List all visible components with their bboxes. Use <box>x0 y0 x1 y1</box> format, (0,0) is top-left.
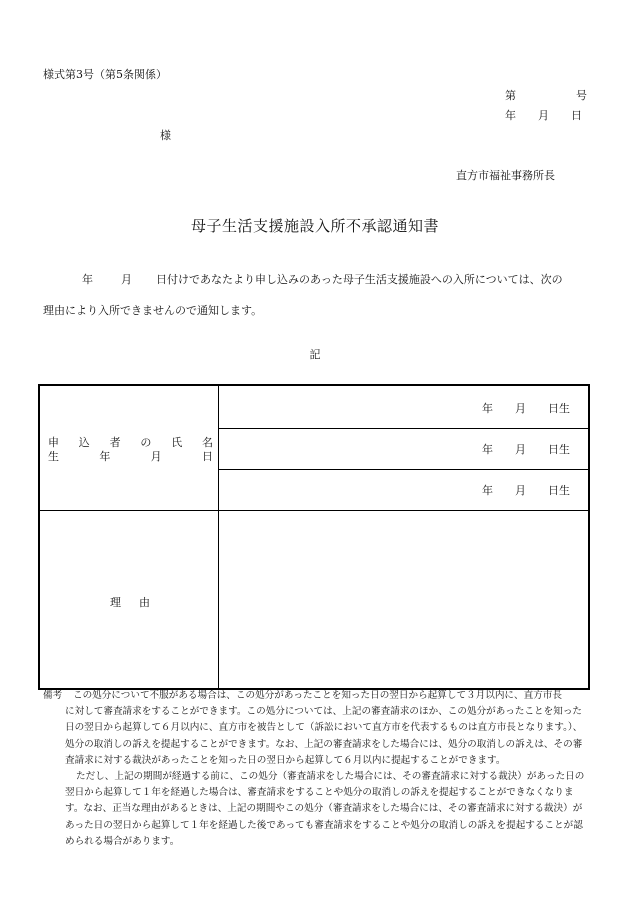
document-title: 母子生活支援施設入所不承認通知書 <box>190 217 439 235</box>
label-char: 名 <box>201 436 213 449</box>
date-year: 年 <box>505 109 516 122</box>
date-day: 日 <box>571 109 582 122</box>
birth-month: 月 <box>515 402 526 415</box>
birth-year: 年 <box>482 484 493 497</box>
label-char: 氏 <box>171 436 183 449</box>
birthdate-row <box>482 482 570 498</box>
birthdate-row <box>482 400 570 416</box>
issuer: 直方市福祉事務所長 <box>456 169 555 182</box>
label-char: 日 <box>201 450 213 463</box>
label-char: 生 <box>48 450 59 463</box>
applicant-label-line2 <box>48 450 213 464</box>
label-char: の <box>140 436 152 449</box>
birth-month: 月 <box>515 443 526 456</box>
reason-label: 理由 <box>110 596 168 609</box>
birth-year: 年 <box>482 443 493 456</box>
body-month: 月 <box>121 273 132 286</box>
birth-month: 月 <box>515 484 526 497</box>
date-month: 月 <box>538 109 549 122</box>
remarks-para1-line1: この処分について不服がある場合は、この処分があったことを知った日の翌日から起算して３月以内に、直方市長 <box>73 690 562 701</box>
birth-day: 日生 <box>548 443 570 456</box>
body-text-line2: 理由により入所できませんので通知します。 <box>43 304 263 317</box>
doc-number-prefix: 第 <box>505 89 516 102</box>
form-number: 様式第3号（第5条関係） <box>43 68 167 81</box>
remarks-para1-rest: に対して審査請求をすることができます。この処分については、上記の審査請求のほか、この処分があったことを知った日の翌日から起算して６月以内に、直方市を被告として（訴訟において直方市を代表するものは直方市長となります。）、処分の取消しの訴えを提起することができます。なお、上記の審査請求をした場合には、処分の取消しの訴えは、その審査請求に対する裁決があったことを知った日の翌日から起算して６月以内に提起することができます。 <box>65 706 583 766</box>
addressee: 様 <box>160 129 171 142</box>
remarks <box>43 688 591 850</box>
ki-heading: 記 <box>309 348 321 361</box>
birth-day: 日生 <box>548 484 570 497</box>
label-char: 申 <box>48 436 59 449</box>
body-text-line1 <box>82 271 563 287</box>
label-char: 込 <box>78 436 90 449</box>
remarks-para2: ただし、上記の期間が経過する前に、この処分（審査請求をした場合には、その審査請求に対する裁決）があった日の翌日から起算して１年を経過した場合は、審査請求をすることや処分の取消しの訴えを提起することができなくなります。なお、正当な理由があるときは、上記の期間やこの処分（審査請求をした場合には、その審査請求に対する裁決）があった日の翌日から起算して１年を経過した後であっても審査請求をすることや処分の取消しの訴えを提起することが認められる場合があります。 <box>65 771 585 847</box>
document-date <box>505 107 582 123</box>
form-table <box>38 384 590 690</box>
label-char: 月 <box>150 450 162 463</box>
label-char: 者 <box>109 436 121 449</box>
label-char: 年 <box>99 450 111 463</box>
applicant-label-line1 <box>48 436 213 450</box>
body-line1-rest: 日付けであなたより申し込みのあった母子生活支援施設への入所については、次の <box>156 273 563 286</box>
applicant-name-birthdate-label <box>48 436 213 464</box>
doc-number-suffix: 号 <box>576 89 587 102</box>
document-number <box>505 87 587 103</box>
body-year: 年 <box>82 273 93 286</box>
birthdate-row <box>482 441 570 457</box>
birth-day: 日生 <box>548 402 570 415</box>
remarks-heading: 備考 <box>43 690 63 701</box>
birth-year: 年 <box>482 402 493 415</box>
